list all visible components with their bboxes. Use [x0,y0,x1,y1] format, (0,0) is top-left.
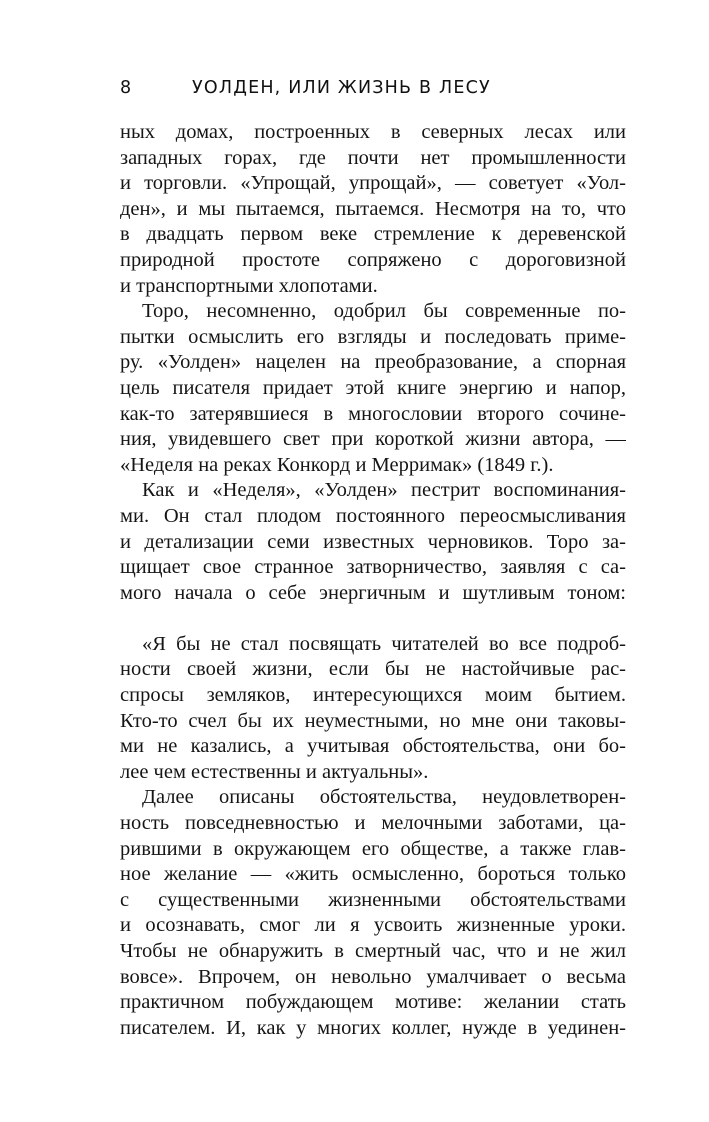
text-line: рившими в окружающем его обществе, а также глав- [120,837,626,860]
text-line: природной простоте сопряжено с дороговизной [120,248,626,271]
text-line: ность повседневностью и мелочными заботами, ца- [120,812,626,835]
text-line: вовсе». Впрочем, он невольно умалчивает о весьма [120,965,626,988]
text-line: и детализации семи известных черновиков. Торо за- [120,530,626,553]
text-line: Далее описаны обстоятельства, неудовлетворен- [142,786,626,809]
text-line: западных горах, где почти нет промышленности [120,146,626,169]
text-line: писателем. И, как у многих коллег, нужде в уединен- [120,1016,626,1039]
text-line: ми. Он стал плодом постоянного переосмысливания [120,504,626,527]
book-page [120,78,626,1041]
text-line: с существенными жизненными обстоятельствами [120,888,626,911]
text-line: ности своей жизни, если бы не настойчивые рас- [120,658,626,681]
paragraph-1 [120,120,626,299]
text-line: «Неделя на реках Конкорд и Мерримак» (1849 г.). [120,453,554,476]
text-line: «Я бы не стал посвящать читателей во все подроб- [142,632,626,655]
paragraph-2 [120,299,626,478]
text-line: спросы земляков, интересующихся моим бытием. [120,684,626,707]
text-line: ру. «Уолден» нацелен на преобразование, а спорная [120,351,626,374]
running-head [120,78,626,106]
text-line: ных домах, построенных в северных лесах или [120,121,626,143]
text-line: и транспортными хлопотами. [120,274,378,297]
paragraph-5 [120,785,626,1041]
running-title: УОЛДЕН, ИЛИ ЖИЗНЬ В ЛЕСУ [192,78,491,98]
text-line: Чтобы не обнаружить в смертный час, что и не жил [120,940,626,962]
text-line: щищает свое странное затворничество, заявляя с са- [120,556,626,579]
text-line: и осознавать, смог ли я усвоить жизненные уроки. [120,914,626,937]
paragraph-gap [120,606,626,632]
text-line: в двадцать первом веке стремление к деревенской [120,223,626,246]
text-line: цель писателя придает этой книге энергию и напор, [120,376,626,399]
text-line: как-то затерявшиеся в многословии второго сочине- [120,402,626,425]
quote-block [120,632,626,786]
page-number: 8 [120,78,133,98]
text-line: Торо, несомненно, одобрил бы современные по- [142,300,626,323]
text-line: Кто-то счел бы их неуместными, но мне они таковы- [120,709,626,732]
text-line: ми не казались, а учитывая обстоятельства, они бо- [120,735,626,758]
text-line: и торговли. «Упрощай, упрощай», — советует «Уол- [120,172,626,195]
text-line: пытки осмыслить его взгляды и последовать приме- [120,325,626,348]
paragraph-3 [120,478,626,606]
text-line: ден», и мы пытаемся, пытаемся. Несмотря на то, что [120,197,626,220]
text-line: ния, увидевшего свет при короткой жизни автора, — [120,428,626,451]
text-line: ное желание — «жить осмысленно, бороться только [120,863,626,886]
text-line: практичном побуждающем мотиве: желании стать [120,991,626,1014]
text-line: лее чем естественны и актуальны». [120,760,429,783]
text-line: Как и «Неделя», «Уолден» пестрит воспоминания- [142,479,626,502]
text-line: мого начала о себе энергичным и шутливым тоном: [120,581,626,604]
body-text [120,120,626,1041]
